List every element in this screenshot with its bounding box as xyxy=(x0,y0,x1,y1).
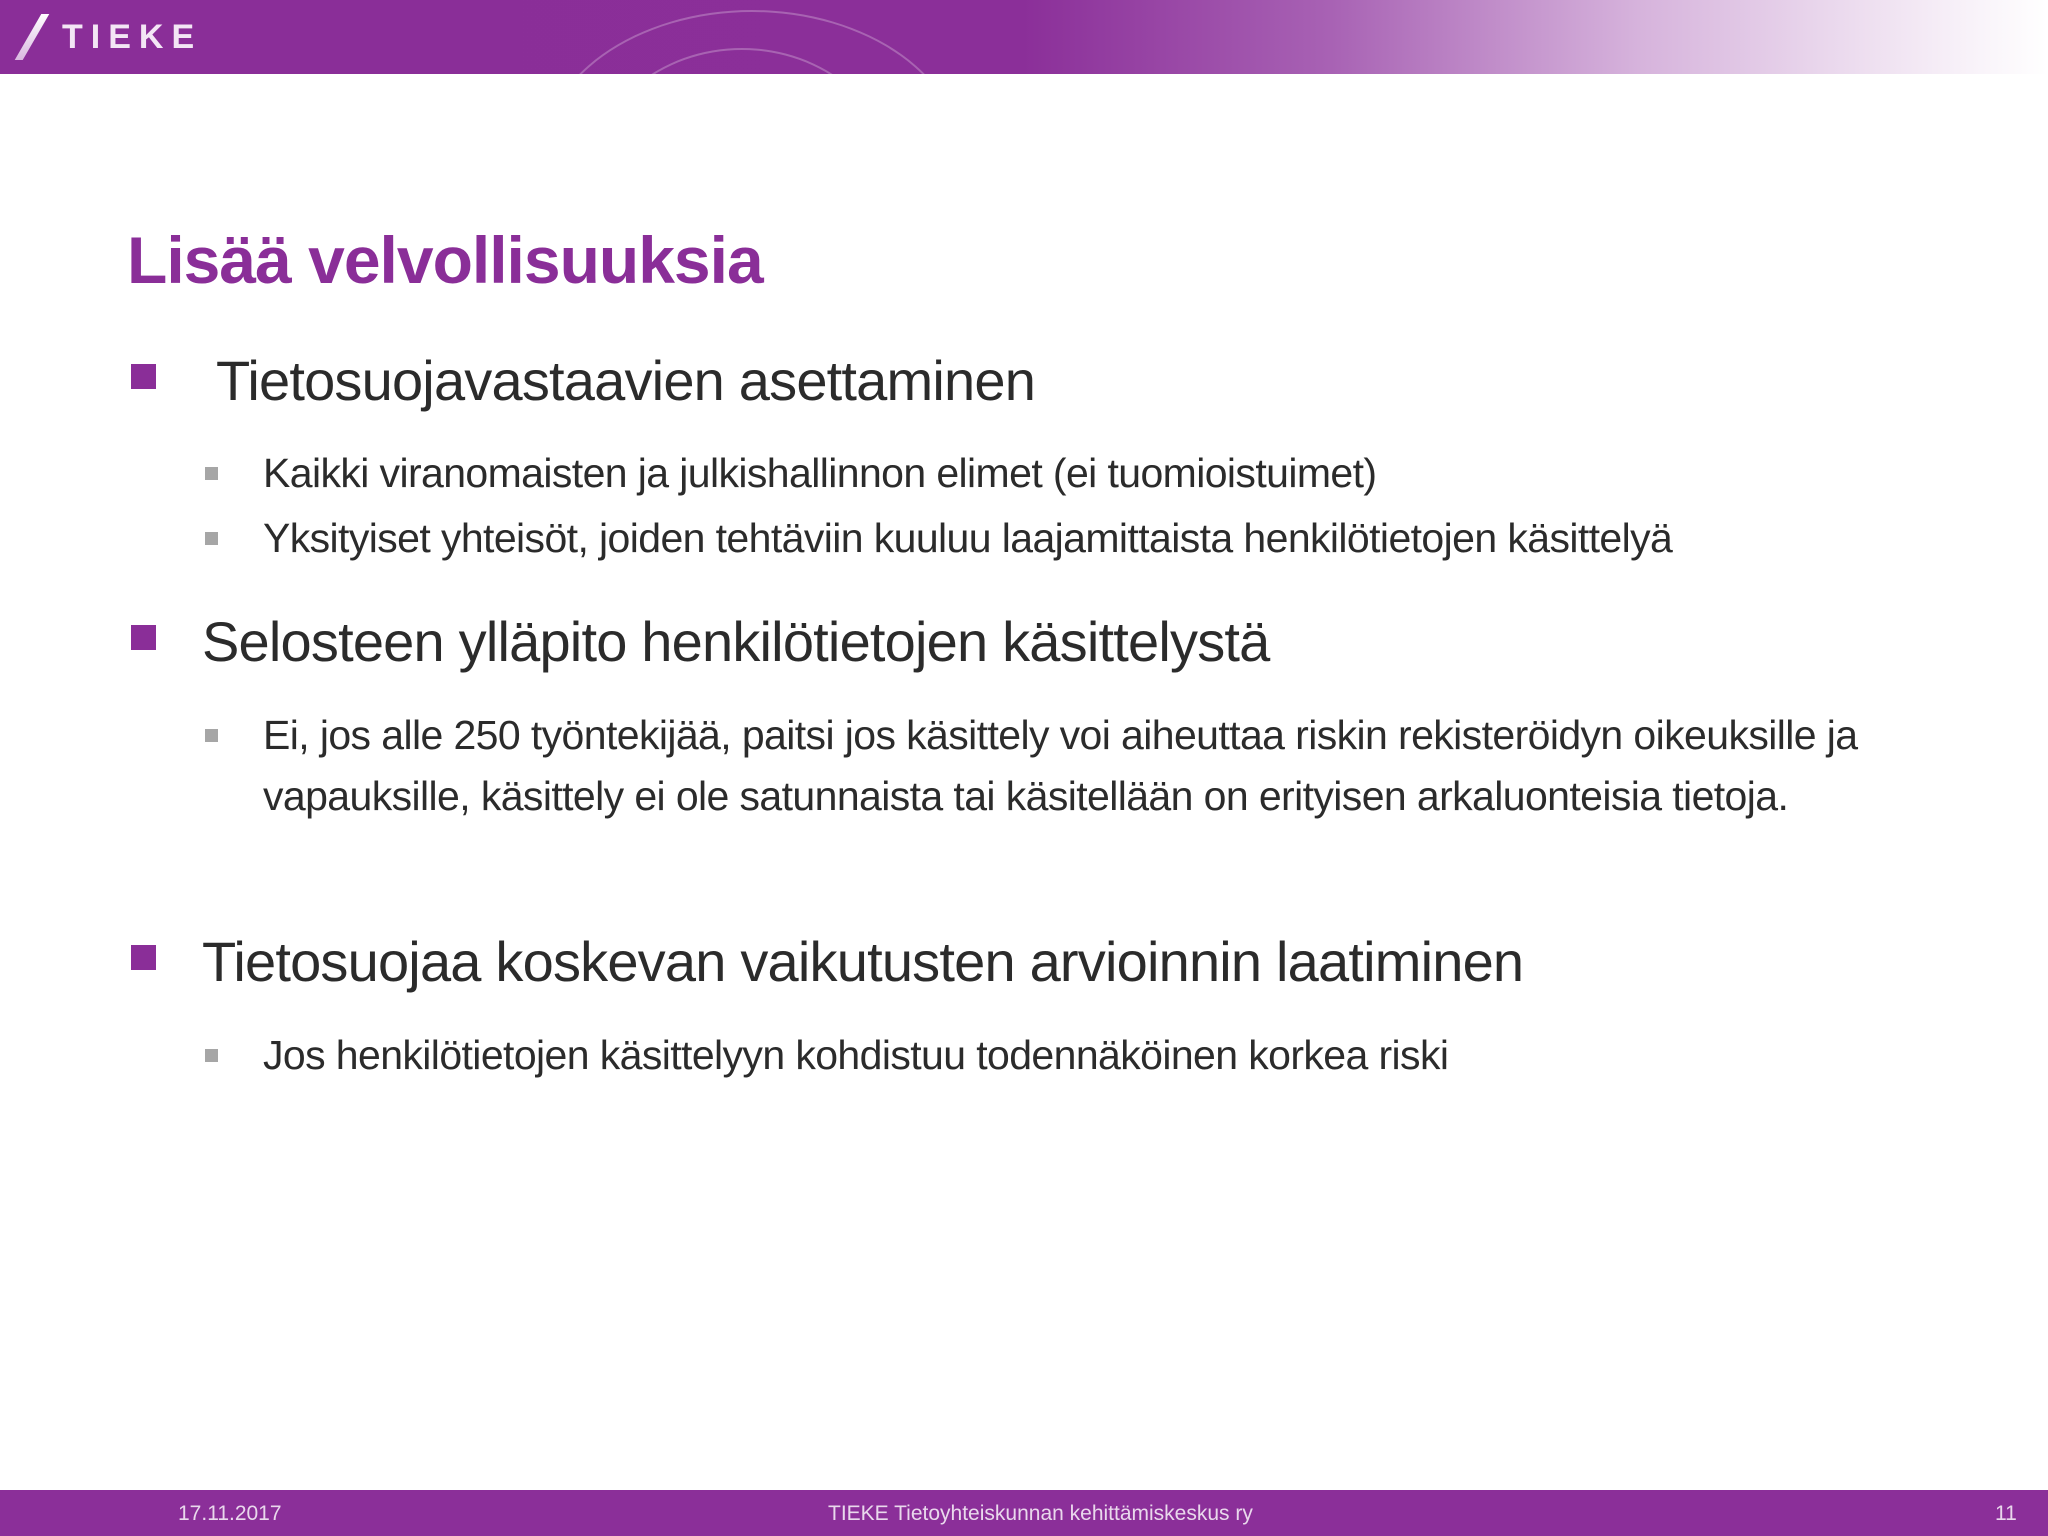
bullet-3-sub-1: Jos henkilötietojen käsittelyyn kohdistuu todennäköinen korkea riski xyxy=(263,1032,1449,1078)
footer-date: 17.11.2017 xyxy=(178,1502,282,1525)
bullet-1-sub-1: Kaikki viranomaisten ja julkishallinnon elimet (ei tuomioistuimet) xyxy=(263,450,1377,496)
header-banner xyxy=(0,0,2048,74)
bullet-icon xyxy=(131,625,156,650)
sub-bullet-icon xyxy=(205,532,218,545)
footer-organization: TIEKE Tietoyhteiskunnan kehittämiskeskus ry xyxy=(828,1502,1253,1525)
logo-slash-icon xyxy=(15,14,50,60)
bullet-3: Tietosuojaa koskevan vaikutusten arvioinnin laatiminen xyxy=(202,930,1524,993)
logo-text: TIEKE xyxy=(62,17,203,56)
page-number: 11 xyxy=(1995,1502,2017,1525)
bullet-2: Selosteen ylläpito henkilötietojen käsittelystä xyxy=(202,610,1270,673)
bullet-2-sub-1: Ei, jos alle 250 työntekijää, paitsi jos käsittely voi aiheuttaa riskin rekisteröidyn oikeuksille ja vapauksille, käsittely ei ole satunnaista tai käsitellään on erityisen arkaluonteisia tietoja. xyxy=(263,712,1858,819)
bullet-icon xyxy=(131,945,156,970)
sub-bullet-icon xyxy=(205,729,218,742)
footer xyxy=(0,1490,2048,1536)
tieke-logo xyxy=(28,14,202,60)
bullet-1: Tietosuojavastaavien asettaminen xyxy=(216,349,1036,412)
bullet-icon xyxy=(131,364,156,389)
slide-title: Lisää velvollisuuksia xyxy=(127,223,763,297)
bullet-1-sub-2: Yksityiset yhteisöt, joiden tehtäviin kuuluu laajamittaista henkilötietojen käsittelyä xyxy=(263,515,1673,561)
sub-bullet-icon xyxy=(205,1049,218,1062)
sub-bullet-icon xyxy=(205,467,218,480)
